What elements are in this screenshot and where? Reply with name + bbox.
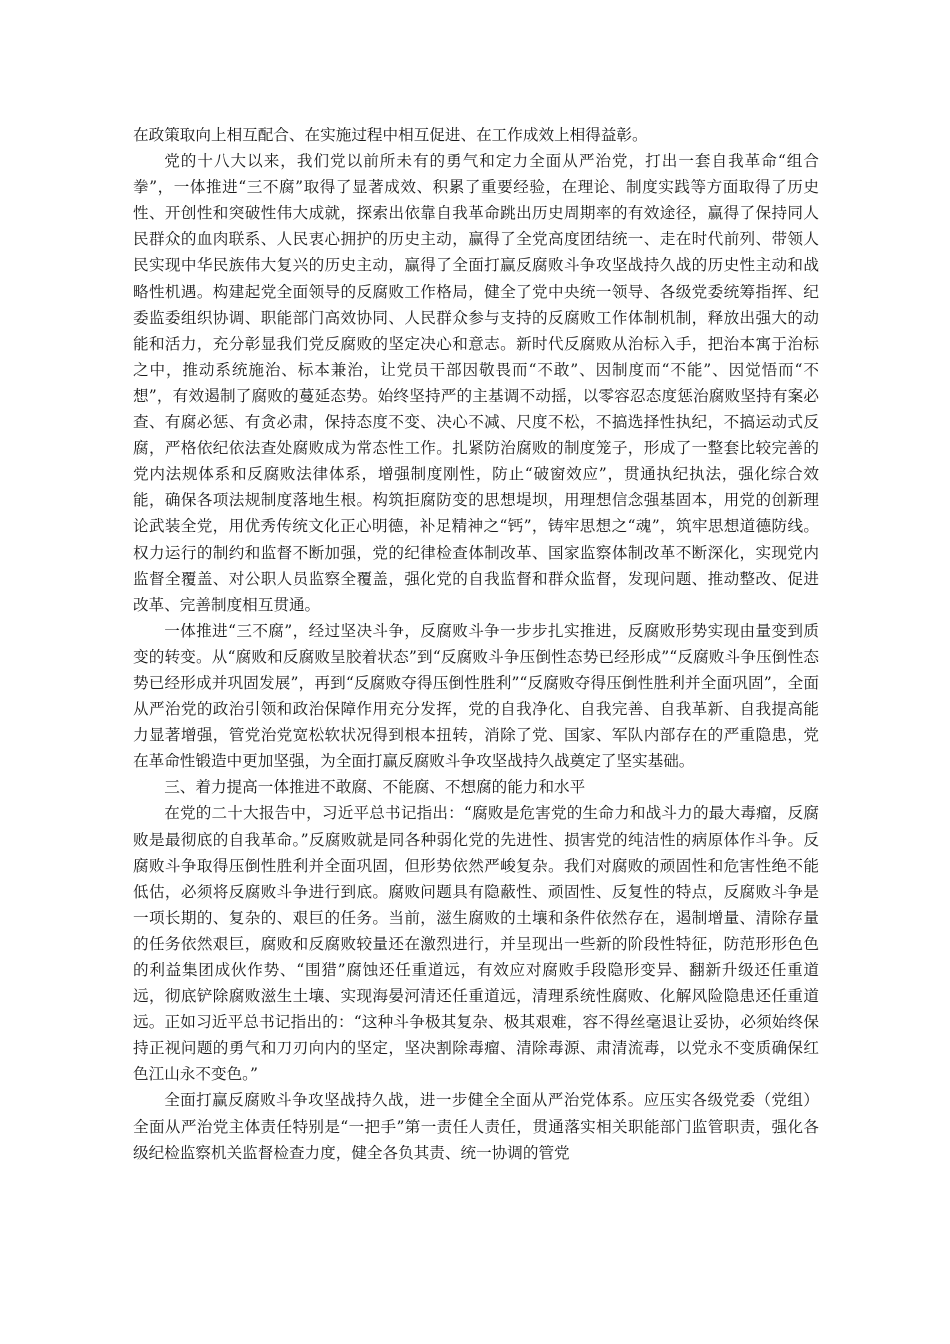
paragraph-achievements: 党的十八大以来，我们党以前所未有的勇气和定力全面从严治党，打出一套自我革命“组合拳”，一体推进“三不腐”取得了显著成效、积累了重要经验，在理论、制度实践等方面取得了历史性、开创性和突破性伟大成就，探索出依靠自我革命跳出历史周期率的有效途径，赢得了保持同人民群众的血肉联系、人民衷心拥护的历史主动，赢得了全党高度团结统一、走在时代前列、带领人民实现中华民族伟大复兴的历史主动，赢得了全面打赢反腐败斗争攻坚战持久战的历史性主动和战略性机遇。构建起党全面领导的反腐败工作格局，健全了党中央统一领导、各级党委统筹指挥、纪委监委组织协调、职能部门高效协同、人民群众参与支持的反腐败工作体制机制，释放出强大的动能和活力，充分彰显我们党反腐败的坚定决心和意志。新时代反腐败从治标入手，把治本寓于治标之中，推动系统施治、标本兼治，让党员干部因敬畏而“不敢”、因制度而“不能”、因觉悟而“不想”，有效遏制了腐败的蔓延态势。始终坚持严的主基调不动摇，以零容忍态度惩治腐败坚持有案必查、有腐必惩、有贪必肃，保持态度不变、决心不减、尺度不松，不搞选择性执纪，不搞运动式反腐，严格依纪依法查处腐败成为常态性工作。扎紧防治腐败的制度笼子，形成了一整套比较完善的党内法规体系和反腐败法律体系，增强制度刚性，防止“破窗效应”，贯通执纪执法，强化综合效能，确保各项法规制度落地生根。构筑拒腐防变的思想堤坝，用理想信念强基固本，用党的创新理论武装全党，用优秀传统文化正心明德，补足精神之“钙”，铸牢思想之“魂”，筑牢思想道德防线。权力运行的制约和监督不断加强，党的纪律检查体制改革、国家监察体制改革不断深化，实现党内监督全覆盖、对公职人员监察全覆盖，强化党的自我监督和群众监督，发现问题、推动整改、促进改革、完善制度相互贯通。 <box>133 152 819 614</box>
paragraph-continuation: 在政策取向上相互配合、在实施过程中相互促进、在工作成效上相得益彰。 <box>133 126 648 144</box>
section-heading: 三、着力提高一体推进不敢腐、不能腐、不想腐的能力和水平 <box>164 778 586 797</box>
paragraph-report-quote: 在党的二十大报告中，习近平总书记指出：“腐败是危害党的生命力和战斗力的最大毒瘤，反腐败是最彻底的自我革命。”反腐败就是同各种弱化党的先进性、损害党的纯洁性的病原体作斗争。反腐败斗争取得压倒性胜利并全面巩固，但形势依然严峻复杂。我们对腐败的顽固性和危害性绝不能低估，必须将反腐败斗争进行到底。腐败问题具有隐蔽性、顽固性、反复性的特点，反腐败斗争是一项长期的、复杂的、艰巨的任务。当前，滋生腐败的土壤和条件依然存在，遏制增量、清除存量的任务依然艰巨，腐败和反腐败较量还在激烈进行，并呈现出一些新的阶段性特征，防范形形色色的利益集团成伙作势、“围猎”腐蚀还任重道远，有效应对腐败手段隐形变异、翻新升级还任重道远，彻底铲除腐败滋生土壤、实现海晏河清还任重道远，清理系统性腐败、化解风险隐患还任重道远。正如习近平总书记指出的：“这种斗争极其复杂、极其艰难，容不得丝毫退让妥协，必须始终保持正视问题的勇气和刀刃向内的坚定，坚决割除毒瘤、清除毒源、肃清流毒，以党永不变质确保红色江山永不变色。” <box>133 804 819 1084</box>
paragraph-system: 全面打赢反腐败斗争攻坚战持久战，进一步健全全面从严治党体系。应压实各级党委（党组）全面从严治党主体责任特别是“一把手”第一责任人责任，贯通落实相关职能部门监管职责，强化各级纪检监察机关监督检查力度，健全各负其责、统一协调的管党 <box>133 1091 819 1162</box>
paragraph-transformation: 一体推进“三不腐”，经过坚决斗争，反腐败斗争一步步扎实推进，反腐败形势实现由量变到质变的转变。从“腐败和反腐败呈胶着状态”到“反腐败斗争压倒性态势已经形成”“反腐败斗争压倒性态势已经形成并巩固发展”，再到“反腐败夺得压倒性胜利”“反腐败夺得压倒性胜利并全面巩固”，全面从严治党的政治引领和政治保障作用充分发挥，党的自我净化、自我完善、自我革新、自我提高能力显著增强，管党治党宽松软状况得到根本扭转，消除了党、国家、军队内部存在的严重隐患，党在革命性锻造中更加坚强，为全面打赢反腐败斗争攻坚战持久战奠定了坚实基础。 <box>133 621 819 771</box>
document-body <box>133 122 819 1166</box>
